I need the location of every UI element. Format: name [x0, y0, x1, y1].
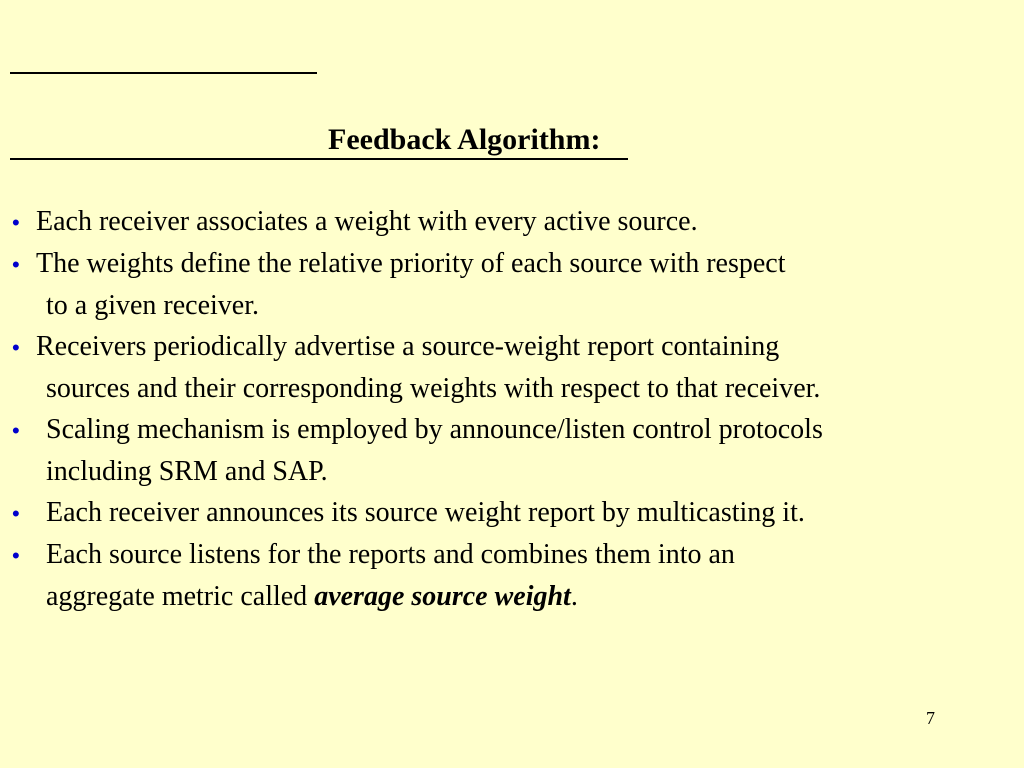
- bullet-text: Scaling mechanism is employed by announce/listen control protocols: [46, 414, 823, 445]
- bullet-list: [12, 201, 823, 617]
- page-number: 7: [926, 708, 935, 728]
- emphasis-term: average source weight: [314, 581, 571, 612]
- bullet-text: The weights define the relative priority of each source with respect: [36, 248, 786, 279]
- bullet-text: Each receiver associates a weight with every active source.: [36, 206, 698, 237]
- bullet-icon: •: [12, 543, 20, 568]
- bullet-item: [12, 201, 823, 243]
- bullet-icon: •: [12, 210, 20, 235]
- bullet-icon: •: [12, 501, 20, 526]
- bullet-item: [12, 492, 823, 534]
- bullet-text: Each source listens for the reports and combines them into an: [46, 539, 735, 570]
- slide-title: Feedback Algorithm:: [328, 123, 601, 156]
- bullet-continuation: including SRM and SAP.: [46, 456, 328, 487]
- bullet-tail: .: [570, 581, 578, 612]
- bullet-item: [12, 243, 823, 326]
- bullet-item: [12, 534, 823, 617]
- bullet-text: Receivers periodically advertise a source-weight report containing: [36, 331, 780, 362]
- bullet-text: Each receiver announces its source weight report by multicasting it.: [46, 497, 805, 528]
- title-underline: [10, 122, 628, 160]
- bullet-item: [12, 409, 823, 492]
- bullet-item: [12, 326, 823, 409]
- bullet-icon: •: [12, 335, 20, 360]
- decorative-rule: [10, 72, 317, 74]
- bullet-icon: •: [12, 418, 20, 443]
- bullet-icon: •: [12, 252, 20, 277]
- bullet-continuation: sources and their corresponding weights with respect to that receiver.: [46, 373, 821, 404]
- bullet-continuation: [12, 576, 823, 617]
- bullet-continuation-text: aggregate metric called: [46, 581, 315, 612]
- bullet-continuation: to a given receiver.: [46, 290, 260, 321]
